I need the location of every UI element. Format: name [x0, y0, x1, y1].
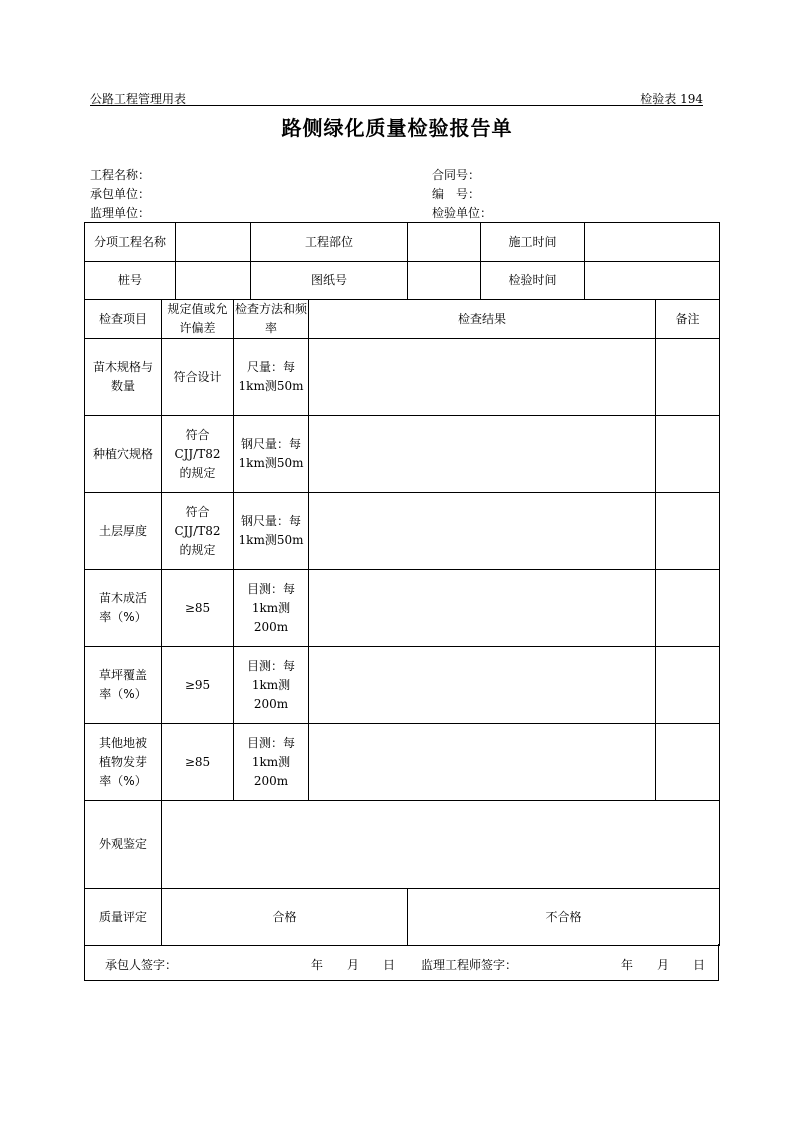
row-result[interactable] — [309, 724, 656, 801]
inspection-time-value[interactable] — [585, 262, 720, 300]
appearance-value[interactable] — [162, 801, 720, 889]
row-remark[interactable] — [656, 339, 720, 416]
row-result[interactable] — [309, 647, 656, 724]
row-spec: ≥85 — [162, 570, 234, 647]
row-result[interactable] — [309, 570, 656, 647]
form-number: 检验表 194 — [640, 92, 703, 106]
subproject-name-value[interactable] — [176, 223, 251, 262]
row-item: 种植穴规格 — [85, 416, 162, 493]
subproject-name-label: 分项工程名称 — [85, 223, 176, 262]
col-method-header: 检查方法和频率 — [234, 300, 309, 339]
contractor-signature-label: 承包人签字： — [105, 958, 178, 972]
row-result[interactable] — [309, 493, 656, 570]
signature-row — [84, 944, 719, 981]
row-method: 目测：每1km测200m — [234, 647, 309, 724]
column-header-row — [85, 300, 720, 339]
row-method: 钢尺量：每1km测50m — [234, 493, 309, 570]
row-spec: ≥85 — [162, 724, 234, 801]
table-row — [85, 724, 720, 801]
row-remark[interactable] — [656, 493, 720, 570]
contractor-label: 承包单位： — [90, 187, 151, 201]
row-method: 目测：每1km测200m — [234, 724, 309, 801]
inspection-time-label: 检验时间 — [481, 262, 585, 300]
station-label: 桩号 — [85, 262, 176, 300]
quality-fail[interactable]: 不合格 — [408, 889, 720, 946]
contractor-sign-date: 年 月 日 — [311, 958, 396, 972]
row-item: 苗木成活率（%） — [85, 570, 162, 647]
engineer-signature-label: 监理工程师签字： — [421, 958, 518, 972]
row-remark[interactable] — [656, 570, 720, 647]
table-row — [85, 647, 720, 724]
row-result[interactable] — [309, 416, 656, 493]
inspection-unit-label: 检验单位： — [432, 206, 493, 220]
row-method: 尺量：每1km测50m — [234, 339, 309, 416]
project-part-label: 工程部位 — [251, 223, 408, 262]
appearance-label: 外观鉴定 — [85, 801, 162, 889]
row-spec: ≥95 — [162, 647, 234, 724]
row-spec: 符合CJJ/T82的规定 — [162, 493, 234, 570]
row-remark[interactable] — [656, 724, 720, 801]
row-spec: 符合设计 — [162, 339, 234, 416]
row-result[interactable] — [309, 339, 656, 416]
serial-no-label: 编 号： — [432, 187, 481, 201]
project-part-value[interactable] — [408, 223, 481, 262]
table-row — [85, 262, 720, 300]
table-row — [85, 223, 720, 262]
col-item-header: 检查项目 — [85, 300, 162, 339]
row-spec: 符合CJJ/T82的规定 — [162, 416, 234, 493]
col-spec-header: 规定值或允许偏差 — [162, 300, 234, 339]
col-remark-header: 备注 — [656, 300, 720, 339]
col-result-header: 检查结果 — [309, 300, 656, 339]
table-row — [85, 570, 720, 647]
appearance-row — [85, 801, 720, 889]
page-title: 路侧绿化质量检验报告单 — [281, 116, 513, 140]
row-method: 目测：每1km测200m — [234, 570, 309, 647]
table-row — [85, 416, 720, 493]
row-item: 其他地被植物发芽率（%） — [85, 724, 162, 801]
row-remark[interactable] — [656, 416, 720, 493]
drawing-no-label: 图纸号 — [251, 262, 408, 300]
form-header — [90, 90, 703, 106]
station-value[interactable] — [176, 262, 251, 300]
row-remark[interactable] — [656, 647, 720, 724]
quality-row — [85, 889, 720, 946]
quality-pass[interactable]: 合格 — [162, 889, 408, 946]
construction-time-value[interactable] — [585, 223, 720, 262]
project-name-label: 工程名称： — [90, 168, 151, 182]
supervisor-label: 监理单位： — [90, 206, 151, 220]
row-item: 草坪覆盖率（%） — [85, 647, 162, 724]
contract-no-label: 合同号： — [432, 168, 481, 182]
engineer-sign-date: 年 月 日 — [621, 958, 706, 972]
table-row — [85, 339, 720, 416]
table-row — [85, 493, 720, 570]
inspection-table — [84, 222, 720, 946]
drawing-no-value[interactable] — [408, 262, 481, 300]
form-category: 公路工程管理用表 — [90, 92, 187, 106]
row-item: 土层厚度 — [85, 493, 162, 570]
quality-label: 质量评定 — [85, 889, 162, 946]
row-method: 钢尺量：每1km测50m — [234, 416, 309, 493]
row-item: 苗木规格与数量 — [85, 339, 162, 416]
construction-time-label: 施工时间 — [481, 223, 585, 262]
